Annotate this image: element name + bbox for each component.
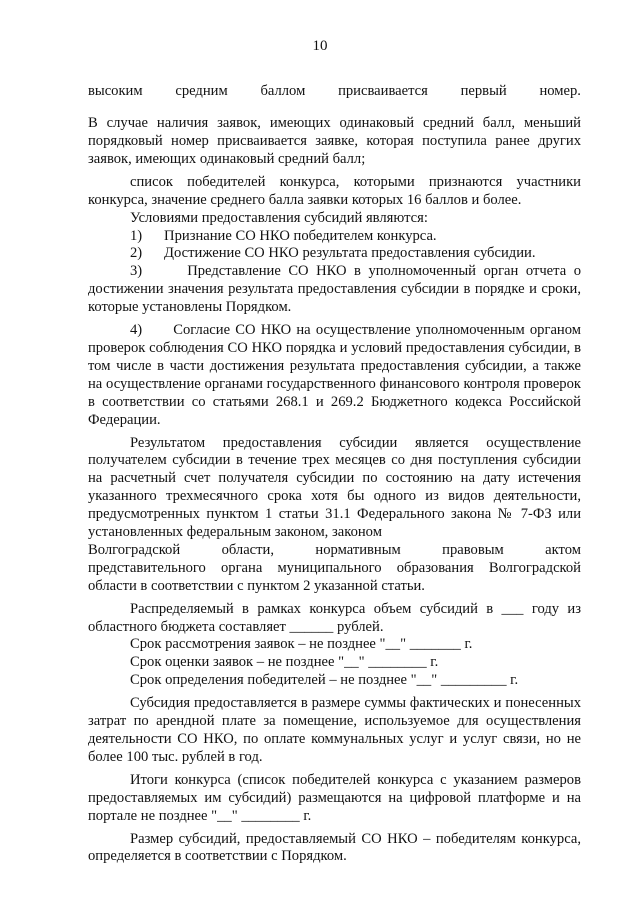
condition-4: 4) Согласие СО НКО на осуществление уполномоченным органом проверок соблюдения СО НКО порядка и условий предоставления субсидии, в том числе в части достижения результата предоставления субсидии, а также на осуществление органами государственного финансового контроля проверок в соответствии со статьями 268.1 и 269.2 Бюджетного кодекса Российской Федерации. <box>88 322 581 428</box>
word: высоким <box>88 82 143 99</box>
paragraph-conditions: Условиями предоставления субсидий являются: <box>130 209 428 226</box>
paragraph-results-publication: Итоги конкурса (список победителей конкурса с указанием размеров предоставляемых им субсидий) размещаются на цифровой платформе и на портале не позднее "__" ________ г. <box>88 771 581 824</box>
word: средним <box>175 82 228 99</box>
condition-3: 3) Представление СО НКО в уполномоченный орган отчета о достижении значения результата предоставления субсидии в порядке и сроки, которые установлены Порядком. <box>88 263 581 316</box>
word: номер. <box>539 82 581 99</box>
condition-1: 1) Признание СО НКО победителем конкурса. <box>130 227 437 244</box>
document-body <box>88 68 581 866</box>
condition-2: 2) Достижение СО НКО результата предоставления субсидии. <box>130 245 536 262</box>
paragraph-result: Результатом предоставления субсидии является осуществление получателем субсидии в течение трех месяцев со дня поступления субсидии на расчетный счет получателя субсидии по состоянию на дату истечения указанного трехмесячного срока хотя бы одного из видов деятельности, предусмотренных пунктом 1 статьи 31.1 Федерального закона № 7-ФЗ или установленных федеральным законом, законом <box>88 434 581 541</box>
word: присваивается <box>338 82 428 99</box>
paragraph-result-end: представительного органа муниципального образования Волгоградской области в соответствии с пунктом 2 указанной статьи. <box>88 559 581 594</box>
deadline-evaluation: Срок оценки заявок – не позднее "__" ________ г. <box>130 654 439 671</box>
paragraph-line-1 <box>88 83 581 101</box>
paragraph-subsidy-size: Размер субсидий, предоставляемый СО НКО – победителям конкурса, определяется в соответствии с Порядком. <box>88 830 581 865</box>
deadline-winners: Срок определения победителей – не позднее "__" _________ г. <box>130 672 519 689</box>
word: первый <box>460 82 507 99</box>
paragraph-1-continued: В случае наличия заявок, имеющих одинаковый средний балл, меньший порядковый номер присваивается заявке, которая поступила ранее других заявок, имеющих одинаковый средний балл; <box>88 115 581 167</box>
word: баллом <box>260 82 306 99</box>
deadline-review: Срок рассмотрения заявок – не позднее "__" _______ г. <box>130 636 473 653</box>
paragraph-subsidy-amount: Субсидия предоставляется в размере суммы фактических и понесенных затрат по арендной плате за помещение, используемое для осуществления деятельности СО НКО, по оплате коммунальных услуг и услуг связи, но не более 100 тыс. рублей в год. <box>88 695 581 765</box>
paragraph-winners-list: список победителей конкурса, которыми признаются участники конкурса, значение среднего балла заявки которых 16 баллов и более. <box>88 173 581 208</box>
paragraph-result-line: Волгоградской области, нормативным правовым актом <box>88 541 581 558</box>
page-number: 10 <box>312 38 328 54</box>
paragraph-subsidy-volume: Распределяемый в рамках конкурса объем субсидий в ___ году из областного бюджета составляет ______ рублей. <box>88 600 581 635</box>
